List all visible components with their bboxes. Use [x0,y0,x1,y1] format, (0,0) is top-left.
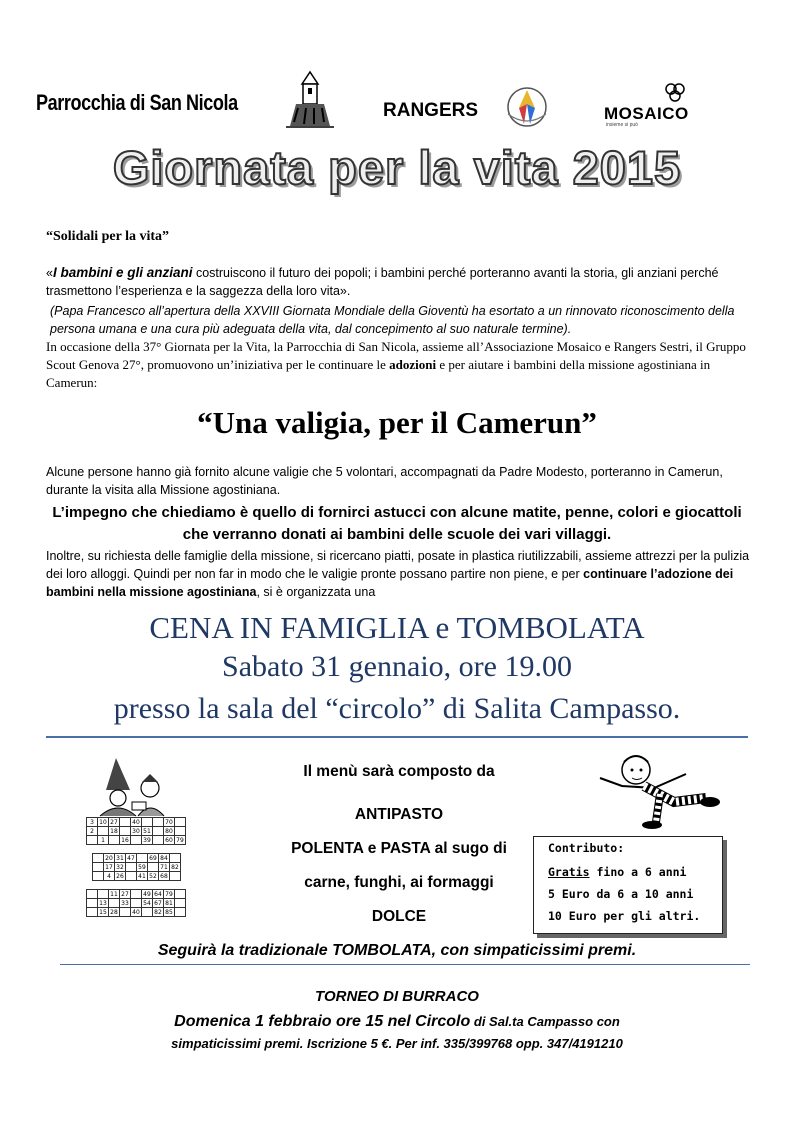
tombola-card-row [87,899,186,908]
tombola-card-cell: 60 [165,836,173,844]
clover-icon [663,80,687,104]
divider-bottom [60,964,750,965]
menu-item: DOLCE [371,908,427,925]
tombola-card-cell [87,899,98,908]
tombola-card-cell: 40 [132,818,140,826]
tombola-card-cell: 32 [116,863,124,871]
divider [46,736,748,738]
tombola-card-cell: 26 [116,872,124,880]
tombola-card-cell: 13 [99,899,107,907]
tombola-card-cell: 17 [105,863,113,871]
tombola-card-row [87,908,186,917]
body3-part2: , si è organizzata una [256,585,376,599]
tombola-card-cell: 4 [104,872,115,881]
tombola-card-cell: 81 [165,899,173,907]
tombola-card-cell: 67 [154,899,162,907]
tombola-card-cell: 64 [154,890,162,898]
quote-citation: (Papa Francesco all’apertura della XXVIII Giornata Mondiale della Gioventù ha esortato a un rinnovato riconoscimento della persona umana e una cura più adeguata della vita, dal concepimento al suo naturale termine). [50,304,735,336]
tombola-card-cell [120,827,131,836]
contribution-free-rest: fino a 6 anni [589,865,687,879]
tombola-card-cell [93,872,104,881]
burraco-line-1 [0,1013,794,1031]
body3-part1: Inoltre, su richiesta delle famiglie della missione, si ricercano piatti, posate in plastica riutilizzabili, assieme attrezzi per la pulizia dei loro alloggi. Quindi per non far in modo che le valigie pronte possano partire non piene, e per [46,549,750,581]
tombola-card-row [87,890,186,899]
tombola-card-cell: 10 [99,818,107,826]
tombola-card-cell [175,899,186,908]
rangers-logo-icon [502,84,552,130]
burraco-line-2: simpaticissimi premi. Iscrizione 5 €. Per inf. 335/399768 opp. 347/4191210 [171,1036,623,1051]
burraco-date: Domenica 1 febbraio ore 15 nel Circolo [174,1013,471,1030]
tombola-card-cell: 84 [160,854,168,862]
contribution-label: Contributo: [548,841,625,855]
tombola-card-cell [175,827,186,836]
tombola-card-cell: 27 [121,890,129,898]
tombola-card [92,853,181,881]
tombola-card-cell [93,863,104,872]
tombola-card-cell [126,872,137,881]
event-title: CENA IN FAMIGLIA e TOMBOLATA [149,610,645,645]
tombola-card-cell [131,890,142,899]
tombola-card-cell [175,890,186,899]
contribution-line-2: 5 Euro da 6 a 10 anni [548,887,694,901]
tombola-card-cell [126,863,137,872]
tombola-card-row [87,836,186,845]
tombola-card-cell: 41 [138,872,146,880]
tombola-card-cell [109,899,120,908]
parish-name: Parrocchia di San Nicola [36,90,238,115]
body-paragraph-3 [46,547,762,601]
tombola-announcement: Seguirà la tradizionale TOMBOLATA, con simpaticissimi premi. [157,942,637,959]
church-icon [284,70,336,128]
mosaico-logo-text: MOSAICO [604,104,689,123]
tombola-card-cell: 79 [176,836,184,844]
event-date: Sabato 31 gennaio, ore 19.00 [222,650,572,683]
menu-item: ANTIPASTO [354,806,444,823]
tombola-card-cell: 52 [149,872,157,880]
body-paragraph-1: Alcune persone hanno già fornito alcune valigie che 5 volontari, accompagnati da Padre Modesto, porteranno in Camerun, durante la visita alla Missione agostiniana. [46,465,723,497]
tombola-card [86,817,186,845]
tombola-card-cell: 49 [143,890,151,898]
tombola-card-cell: 31 [116,854,124,862]
tombola-card [86,889,186,917]
burraco-place: di Sal.ta Campasso con [470,1014,620,1029]
tombola-drawing-icon [92,756,178,818]
tombola-card-cell: 15 [99,908,107,916]
event-location: presso la sala del “circolo” di Salita Campasso. [113,692,681,725]
menu-intro: Il menù sarà composto da [303,763,495,780]
rangers-label: RANGERS [383,100,479,121]
tombola-card-cell: 1 [98,836,109,845]
menu-item: POLENTA e PASTA al sugo di [291,840,507,857]
tombola-card-cell: 40 [132,908,140,916]
tombola-card-cell: 68 [160,872,168,880]
tombola-card-cell: 2 [87,827,98,836]
subtitle: “Solidali per la vita” [46,229,170,244]
tombola-card-cell: 82 [154,908,162,916]
tombola-card-cell [131,836,142,845]
tombola-card-cell [175,818,186,827]
tombola-card-cell [120,908,131,917]
tombola-card-cell [87,890,98,899]
tombola-card-cell [142,908,153,917]
tombola-card-cell: 28 [110,908,118,916]
tombola-card-cell [153,818,164,827]
menu-item: carne, funghi, ai formaggi [304,874,494,891]
contribution-line-3: 10 Euro per gli altri. [548,909,701,923]
burraco-title: TORNEO DI BURRACO [315,988,479,1005]
quote-open: « [46,266,53,280]
tombola-card-cell: 59 [138,863,146,871]
tombola-card-cell [153,836,164,845]
intro-bold: adozioni [389,357,437,372]
tombola-card-cell [87,836,98,845]
running-boy-icon [596,748,726,830]
tombola-card-cell [175,908,186,917]
body-paragraph-2: L’impegno che chiediamo è quello di fornirci astucci con alcune matite, penne, colori e giocattoli che verranno donati ai bambini delle scuole dei vari villaggi. [52,504,742,543]
tombola-card-row [87,827,186,836]
tombola-card-cell: 20 [105,854,113,862]
tombola-card-cell: 33 [121,899,129,907]
tombola-card-cell: 3 [87,818,98,827]
tombola-card-cell: 39 [143,836,151,844]
intro-part1: In occasione della 37° Giornata per la Vita, la Parrocchia di San Nicola, assieme all’Associazione Mosaico e Rangers Sestri, il Gruppo Scout Genova 27°, promuovono un’iniziativa per le continuare le [46,339,746,372]
tombola-card-cell: 70 [165,818,173,826]
tombola-card-cell [109,836,120,845]
tombola-card-row [87,818,186,827]
tombola-card-cell: 82 [171,863,179,871]
tombola-card-row [93,872,181,881]
contribution-free: Gratis [548,865,590,879]
tombola-card-cell: 30 [132,827,140,835]
tombola-card-cell [148,863,159,872]
tombola-card-cell: 51 [143,827,151,835]
tombola-card-cell [170,872,181,881]
tombola-card-cell: 85 [165,908,173,916]
tombola-card-cell: 79 [165,890,173,898]
tombola-card-cell [153,827,164,836]
tombola-card-cell: 47 [127,854,135,862]
intro-paragraph [46,338,762,392]
contribution-line-1 [548,861,722,883]
tombola-card-cell [120,818,131,827]
slogan: “Una valigia, per il Camerun” [197,405,597,440]
tombola-card-cell [131,899,142,908]
tombola-card-cell [93,854,104,863]
tombola-card-cell: 16 [121,836,129,844]
body3-bold: continuare l’adozione dei bambini nella missione agostiniana [46,567,734,599]
tombola-card-cell: 80 [165,827,173,835]
page-title: Giornata per la vita 2015 [112,141,682,194]
tombola-card-cell: 18 [110,827,118,835]
tombola-card-cell [87,908,98,917]
tombola-card-cell [137,854,148,863]
tombola-card-cell [98,827,109,836]
quote-bold: I bambini e gli anziani [52,265,193,280]
tombola-card-row [93,854,181,863]
tombola-card-cell: 69 [149,854,157,862]
tombola-card-cell [98,890,109,899]
tombola-card-cell [142,818,153,827]
tombola-card-cell: 11 [110,890,118,898]
tombola-card-cell [170,854,181,863]
intro-part2: e per aiutare i bambini della missione agostiniana in Camerun: [46,357,711,390]
quote-paragraph [46,264,762,300]
mosaico-tagline: insieme si può [606,122,638,128]
quote-rest: costruiscono il futuro dei popoli; i bambini perché porteranno avanti la storia, gli anziani perché trasmettono l’esperienza e la saggezza della loro vita». [46,266,719,298]
tombola-cards [86,817,186,917]
contribution-box [533,836,723,934]
tombola-card-cell: 54 [143,899,151,907]
tombola-card-row [93,863,181,872]
tombola-card-cell: 27 [110,818,118,826]
tombola-card-cell: 71 [160,863,168,871]
